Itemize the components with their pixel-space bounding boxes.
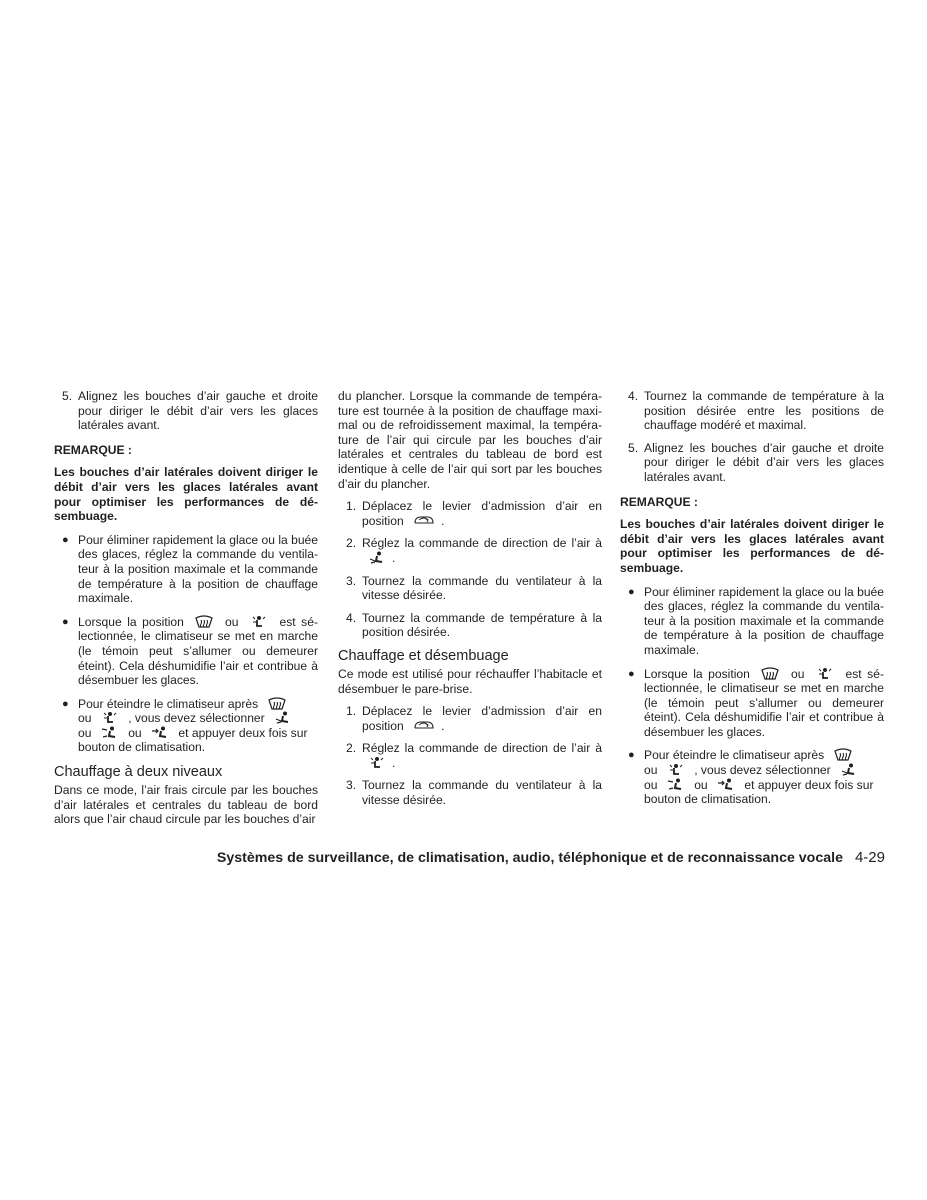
bilevel-vent-icon [667, 778, 685, 791]
defrost-icon [761, 667, 779, 680]
bullet-dot: ● [628, 667, 635, 680]
column-right [620, 389, 884, 816]
floor-defrost-icon [101, 711, 119, 724]
bullet-item [54, 533, 318, 606]
bullet-dot: ● [62, 533, 69, 546]
list-item: 3. Tournez la commande du ventilateur à la vitesse désirée. [346, 778, 602, 808]
list-item: 2. Réglez la commande de direction de l’air à . [346, 536, 602, 565]
paragraph: Ce mode est utilisé pour réchauffer l’habitacle et désembuer le pare-brise. [338, 666, 602, 696]
bullet-item: ● Pour éteindre le climatiseur après ou , vous devez sélectionner ou ou et appuyer deux fois sur bouton de climatisation. [54, 697, 318, 755]
bullet-item: ● Pour éteindre le climatiseur après ou , vous devez sélectionner ou ou et appuyer deux fois sur bouton de climatisation. [620, 748, 884, 806]
bullet-item: ● Pour éliminer rapidement la glace ou la buée des glaces, réglez la commande du ventilateur à la position maximale et la commande de température à la position de chauffage maximale. [620, 585, 884, 658]
list-number: 5. [62, 389, 73, 403]
column-middle [338, 389, 602, 816]
remarque-text: Les bouches d’air latérales doivent diriger le débit d’air vers les glaces latérales avant pour optimiser les performances de désembuage. [54, 465, 318, 524]
remarque-text: Les bouches d’air latérales doivent diriger le débit d’air vers les glaces latérales avant pour optimiser les performances de désembuage. [620, 517, 884, 575]
bullet-dot: ● [62, 615, 69, 628]
face-vent-icon [151, 726, 169, 739]
bullet-dot: ● [62, 697, 69, 710]
floor-vent-icon [274, 711, 292, 724]
list-item: 5. Alignez les bouches d’air gauche et droite pour diriger le débit d’air vers les glaces latérales avant. [628, 440, 884, 484]
bullet-dot: ● [628, 585, 635, 598]
bullet-dot: ● [628, 749, 635, 762]
floor-vent-icon [368, 551, 386, 564]
page-footer [54, 849, 885, 866]
bilevel-vent-icon [101, 726, 119, 739]
list-text: Alignez les bouches d’air gauche et droite pour diriger le débit d’air vers les glaces latérales avant. [78, 389, 318, 433]
floor-defrost-icon [368, 756, 386, 769]
column-left [54, 389, 318, 827]
defrost-icon [834, 748, 852, 761]
floor-defrost-icon [667, 763, 685, 776]
defrost-icon [268, 697, 286, 710]
floor-defrost-icon [816, 667, 834, 680]
list-item: 4. Tournez la commande de température à la position désirée. [346, 610, 602, 640]
section-heading: Chauffage à deux niveaux [54, 764, 223, 781]
paragraph: du plancher. Lorsque la commande de température est tournée à la position de chauffage maximal ou de refroidissement maximal, la température de l’air qui circule par les bouches d’air latérales et centrales du tableau de bord est identique à celle de l’air qui sort par les bouches d’air du plancher. [338, 389, 602, 491]
floor-vent-icon [840, 763, 858, 776]
section-heading: Chauffage et désembuage [338, 647, 509, 664]
recirculation-icon [413, 719, 435, 732]
list-item: 3. Tournez la commande du ventilateur à la vitesse désirée. [346, 573, 602, 603]
list-item [54, 389, 318, 433]
remarque-label: REMARQUE : [620, 494, 698, 509]
page-number: 4-29 [854, 849, 885, 866]
bullet-text: Pour éliminer rapidement la glace ou la buée des glaces, réglez la commande du ventilateur à la position maximale et la commande de température à la position de chauffage maximale. [78, 532, 319, 606]
recirculation-icon [413, 514, 435, 527]
defrost-icon [195, 615, 213, 628]
list-item: 1. Déplacez le levier d’admission d’air en position . [346, 704, 602, 733]
remarque-label: REMARQUE : [54, 442, 132, 457]
bullet-item: ● Lorsque la position ou est sélectionnée, le climatiseur se met en marche (le témoin peut s’allumer ou demeurer éteint). Cela déshumidifie l’air et contribue à désembuer les glaces. [620, 667, 884, 740]
footer-title: Systèmes de surveillance, de climatisation, audio, téléphonique et de reconnaissance vocale [216, 850, 843, 866]
face-vent-icon [717, 778, 735, 791]
list-item: 1. Déplacez le levier d’admission d’air en position . [346, 499, 602, 528]
list-item: 2. Réglez la commande de direction de l’air à . [346, 741, 602, 770]
list-item: 4. Tournez la commande de température à la position désirée entre les positions de chauffage modéré et maximal. [628, 389, 884, 433]
paragraph: Dans ce mode, l’air frais circule par les bouches d’air latérales et centrales du tableau de bord alors que l’air chaud circule par les bouches d’air [54, 783, 318, 827]
floor-defrost-icon [250, 615, 268, 628]
bullet-item: ● Lorsque la position ou est sélectionnée, le climatiseur se met en marche (le témoin peut s’allumer ou demeurer éteint). Cela déshumidifie l’air et contribue à désembuer les glaces. [54, 615, 318, 688]
